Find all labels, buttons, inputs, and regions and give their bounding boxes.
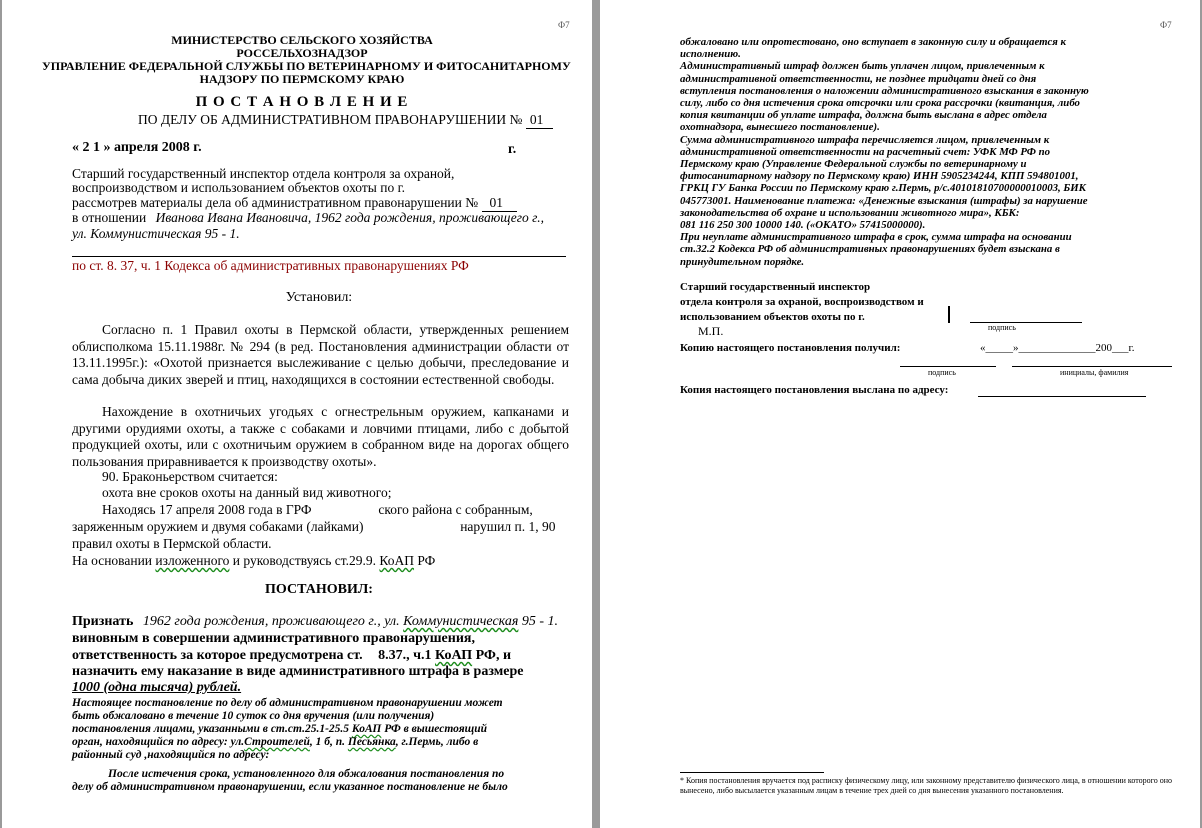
stamp-place: М.П.	[698, 324, 724, 338]
appeal-text: КоАП	[351, 723, 382, 735]
signature-title: использованием объектов охоты по г.	[680, 311, 865, 323]
basis-text: изложенного	[155, 553, 230, 568]
appeal-text: , 1 б, п.	[309, 736, 348, 748]
basis-text: На основании	[72, 553, 156, 568]
final-notice	[72, 768, 508, 794]
doc-date: « 2 1 » апреля 2008 г.	[72, 140, 202, 155]
final-line: После истечения срока, установленного для обжалования постановления по	[108, 768, 505, 780]
verdict-text: КоАП	[435, 648, 473, 663]
cont-line: вступления постановления о наложении административного взыскания в законную	[680, 84, 1089, 97]
cont-line: Сумма административного штрафа перечисляется лицом, привлеченным к	[680, 133, 1050, 146]
appeal-text: постановления лицами, указанными в ст.ст.25.1-25.5	[72, 723, 352, 735]
cont-line: 081 116 250 300 10000 140. («ОКАТО» 57415000000).	[680, 219, 926, 232]
basis-text: КоАП	[379, 553, 415, 568]
basis-text: РФ	[414, 553, 436, 568]
poaching-line: 90. Браконьерством считается:	[102, 469, 278, 484]
footnote-separator	[680, 772, 824, 773]
intro-line-2: воспроизводством и использованием объектов охоты по г.	[72, 180, 405, 195]
person-name: Иванова Ивана Ивановича, 1962 года рождения, проживающего г.,	[155, 210, 544, 225]
established-heading: Установил:	[285, 290, 353, 305]
offense-text: нарушил п. 1, 90	[460, 519, 556, 534]
page-mark: Ф7	[558, 20, 570, 30]
signature-title: Старший государственный инспектор	[680, 281, 871, 293]
copy-received-label: Копию настоящего постановления получил:	[680, 342, 901, 354]
cont-line: силу, либо со дня истечения срока отсрочки или срока рассрочки (квитанция, либо	[680, 97, 1080, 110]
rules-paragraph: Согласно п. 1 Правил охоты в Пермской области, утвержденных решением облисполкома 15.11.1988г. № 294 (в ред. Постановления администрации области от 13.11.1995г.): «Охотой признается выслеживание с целью добычи, преследование и сама добыча диких зверей и птиц, находящихся в состоянии естественной свободы.	[72, 322, 569, 387]
verdict-text: РФ, и	[472, 648, 512, 663]
appeal-line: быть обжаловано в течение 10 суток со дня вручения (или получения)	[72, 710, 435, 722]
intro-text: рассмотрев материалы дела об административном правонарушении №	[72, 195, 479, 210]
copy-sent-label: Копия настоящего постановления выслана по адресу:	[680, 384, 949, 396]
appeal-text: РФ в вышестоящий	[381, 723, 488, 735]
verdict-line-3	[72, 648, 511, 664]
subtitle-text: ПО ДЕЛУ ОБ АДМИНИСТРАТИВНОМ ПРАВОНАРУШЕНИИ №	[138, 112, 523, 127]
appeal-notice	[72, 697, 503, 762]
header-line: МИНИСТЕРСТВО СЕЛЬСКОГО ХОЗЯЙСТВА	[171, 33, 433, 47]
received-date-blank: «_____»______________200___г.	[980, 342, 1135, 354]
appeal-line: районный суд ,находящийся по адресу:	[72, 749, 270, 761]
appeal-text: орган, находящийся по адресу: ул.	[72, 736, 245, 748]
person-address: ул. Коммунистическая 95 - 1.	[72, 226, 240, 241]
cont-line: фитосанитарному надзору по Пермскому краю) ИНН 5905234244, КПП 594801001,	[680, 170, 1079, 183]
divider	[72, 256, 566, 257]
cont-line: Административный штраф должен быть уплачен лицом, привлеченным к	[680, 60, 1045, 73]
cont-line: При неуплате административного штрафа в срок, сумма штрафа на основании	[680, 231, 1072, 244]
resolved-heading: ПОСТАНОВИЛ:	[265, 582, 373, 597]
cont-line: ГРКЦ ГУ Банка России по Пермскому краю г.Пермь, р/с.40101810700000010003, БИК	[680, 182, 1087, 195]
appeal-line	[72, 723, 503, 736]
verdict-text: 95 - 1.	[518, 614, 559, 629]
cont-line: 045773001. Наименование платежа: «Денежные взыскания (штрафы) за нарушение	[680, 194, 1088, 207]
verdict-text: Признать	[72, 614, 134, 629]
document-page-right	[600, 0, 1200, 828]
page-mark: Ф7	[1160, 20, 1172, 30]
case-number: 01	[526, 112, 554, 129]
offense-line-2	[72, 519, 555, 535]
cont-line: охотнадзора, вынесшего постановление).	[680, 121, 880, 134]
cont-line: принудительном порядке.	[680, 255, 805, 268]
receiver-sign-caption: подпись	[928, 368, 956, 377]
continuation-text	[680, 36, 1089, 268]
offense-text: заряженным оружием и двумя собаками (лайками)	[72, 519, 364, 534]
appeal-text: , г.Пермь, либо в	[395, 736, 479, 748]
receiver-name-caption: инициалы, фамилия	[1060, 368, 1129, 377]
header-line: УПРАВЛЕНИЕ ФЕДЕРАЛЬНОЙ СЛУЖБЫ ПО ВЕТЕРИНАРНОМУ И ФИТОСАНИТАРНОМУ	[42, 59, 571, 73]
doc-title: П О С Т А Н О В Л Е Н И Е	[195, 94, 409, 110]
final-line: делу об административном правонарушении, если указанное постановление не было	[72, 781, 508, 793]
cont-line: административной ответственности, не позднее тридцати дней со дня	[680, 72, 1037, 85]
offense-text: ского района с собранным,	[378, 502, 533, 517]
signature-line	[970, 322, 1082, 323]
offense-text: Находясь 17 апреля 2008 года в ГРФ	[102, 502, 312, 517]
offense-line-1	[102, 502, 533, 518]
poaching-item: охота вне сроков охоты на данный вид животного;	[102, 485, 392, 500]
signature-caption: подпись	[988, 323, 1016, 332]
appeal-text: Песьянка	[347, 736, 396, 748]
cont-line: административной ответственности на расчетный счет: УФК МФ РФ по	[680, 145, 1050, 158]
cursor-mark	[948, 306, 950, 323]
fine-amount: 1000 (одна тысяча) рублей.	[72, 680, 242, 695]
doc-subtitle	[138, 112, 553, 129]
address-line	[978, 396, 1146, 397]
verdict-text: Коммунистическая	[403, 614, 519, 629]
verdict-line-4: назначить ему наказание в виде административного штрафа в размере	[72, 664, 524, 679]
verdict-text: 8.37., ч.1	[378, 648, 432, 663]
appeal-line: Настоящее постановление по делу об административном правонарушении может	[72, 697, 503, 709]
verdict-line-1	[72, 614, 558, 630]
receiver-name-line	[1012, 366, 1172, 367]
verdict-line-2: виновным в совершении административного правонарушения,	[72, 631, 475, 646]
offense-line-3: правил охоты в Пермской области.	[72, 536, 272, 551]
receiver-sign-line	[900, 366, 996, 367]
cont-line: ст.32.2 Кодекса РФ об административных правонарушениях будет взыскана в	[680, 243, 1060, 256]
hunting-paragraph: Нахождение в охотничьих угодьях с огнестрельным оружием, капканами и другими орудиями охоты, а также с собаками и ловчими птицами, либо с добытой продукцией охоты, или с охотничьим оружием в собранном виде на дорогах общего пользования приравнивается к производству охоты».	[72, 404, 569, 469]
doc-city-suffix: г.	[508, 142, 517, 157]
cont-line: копия квитанции об уплате штрафа, должна быть выслана в адрес отдела	[680, 109, 1047, 122]
cont-line: обжаловано или опротестовано, оно вступает в законную силу и обращается к	[680, 36, 1067, 48]
document-page-left	[2, 0, 592, 828]
ministry-header	[42, 33, 571, 86]
appeal-text: Строителей	[244, 736, 310, 748]
footnote: * Копия постановления вручается под расписку физическому лицу, или законному представителю физического лица, в отношении которого оно вынесено, либо высылается указанным лицам в течение трех дней со дня вынесения указанного постановления.	[680, 776, 1173, 795]
article-reference: по ст. 8. 37, ч. 1 Кодекса об административных правонарушениях РФ	[72, 258, 469, 273]
relation-line	[72, 210, 544, 226]
basis-line	[72, 553, 435, 569]
cont-line: исполнению.	[680, 48, 741, 61]
signature-block	[680, 280, 924, 325]
intro-case-number: 01	[482, 195, 518, 212]
header-line: РОССЕЛЬХОЗНАДЗОР	[236, 46, 368, 60]
appeal-line	[72, 736, 503, 749]
verdict-text: ответственность за которое предусмотрена ст.	[72, 648, 363, 663]
signature-title: отдела контроля за охраной, воспроизводством и	[680, 296, 924, 308]
header-line: НАДЗОРУ ПО ПЕРМСКОМУ КРАЮ	[199, 72, 405, 86]
cont-line: законодательства об охране и использовании животного мира», КБК:	[680, 206, 1020, 219]
cont-line: Пермскому краю (Управление Федеральной службы по ветеринарному и	[680, 158, 1027, 171]
basis-text: и руководствуясь ст.29.9.	[229, 553, 380, 568]
verdict-text: 1962 года рождения, проживающего г., ул.	[142, 614, 404, 629]
intro-line-1: Старший государственный инспектор отдела контроля за охраной,	[72, 166, 455, 181]
relation-label: в отношении	[72, 210, 147, 225]
